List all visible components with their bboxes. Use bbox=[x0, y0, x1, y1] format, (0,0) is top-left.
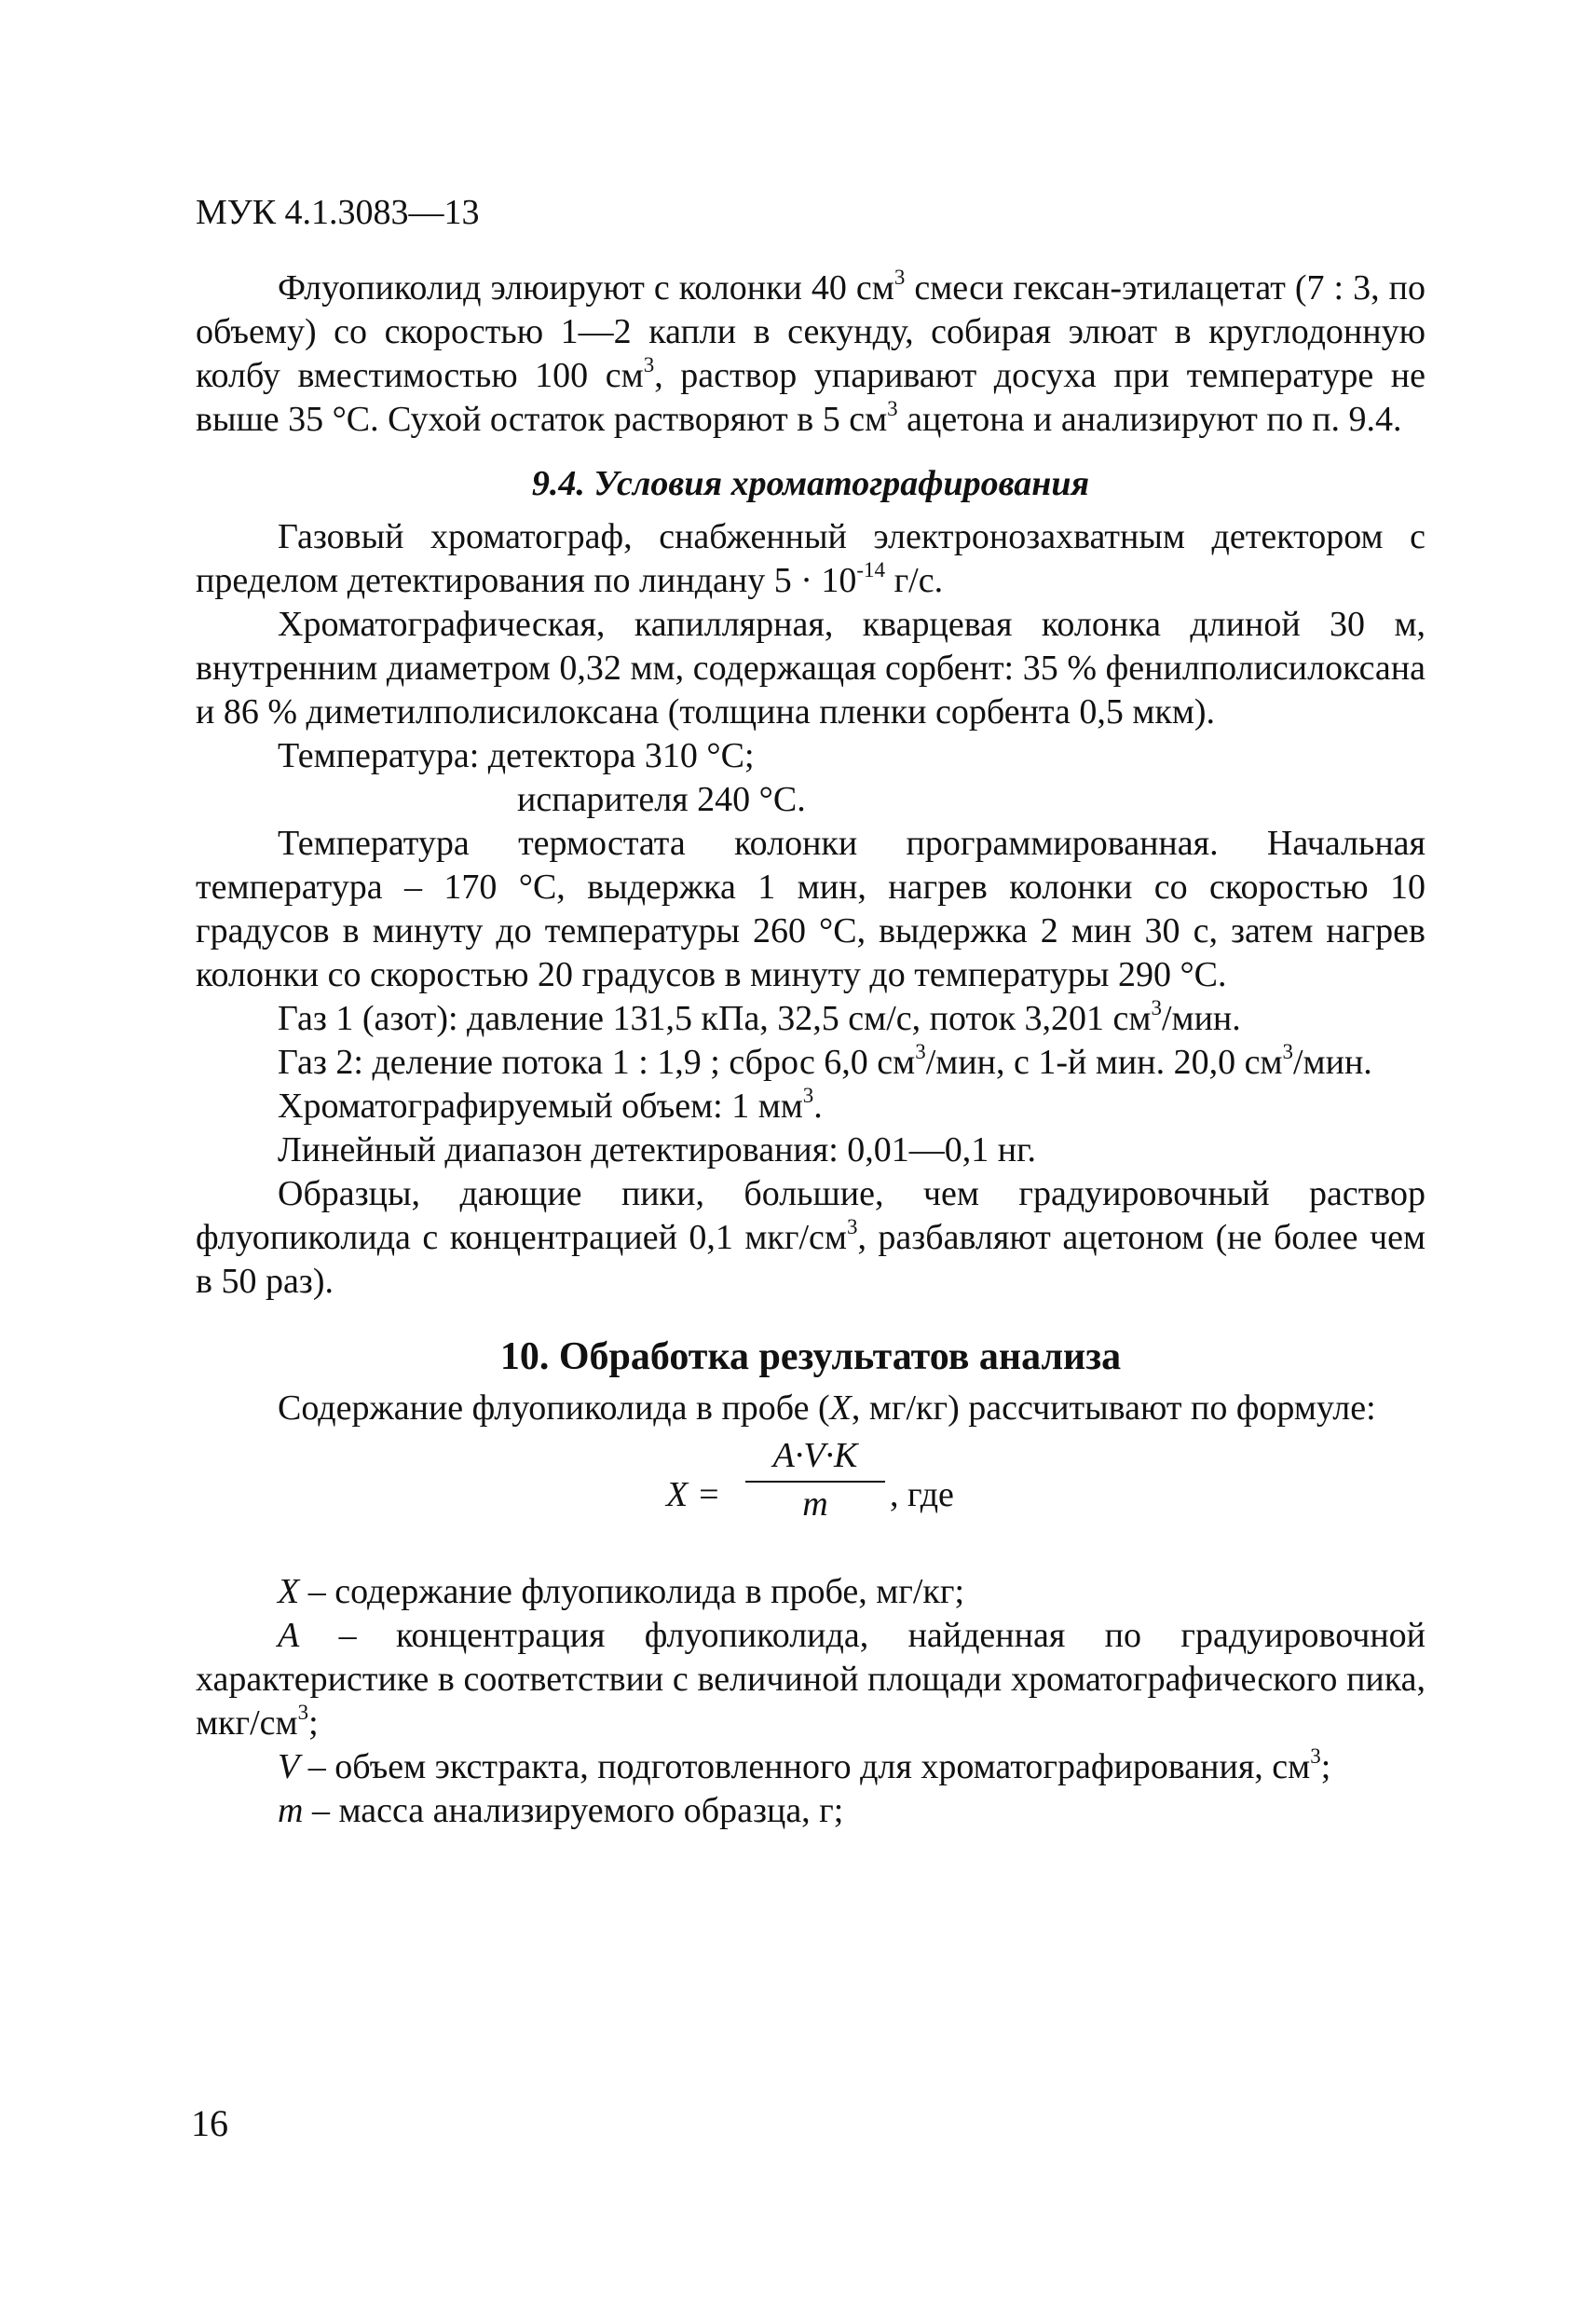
section-heading-9-4: 9.4. Условия хроматографирования bbox=[531, 464, 1090, 503]
formula-numerator: A·V·K bbox=[772, 1436, 858, 1475]
temperature-evaporator: испарителя 240 °С. bbox=[517, 780, 806, 819]
paragraph-gas2: Газ 2: деление потока 1 : 1,9 ; сброс 6,0 $см^3$/мин, с 1-й мин. 20,0 $см^3$/мин. bbox=[278, 1040, 1372, 1082]
page-number: 16 bbox=[191, 2102, 228, 2144]
paragraph-volume: Хроматографируемый объем: 1 $мм^3$. bbox=[278, 1084, 823, 1126]
paragraph-samples: Образцы, дающие пики, большие, чем градуировочный раствор флуопиколида с концентрацией 0,1 мкг/$см^3$, разбавляют ацетоном (не более чем в 50 раз). bbox=[196, 1174, 1425, 1301]
paragraph-content: Содержание флуопиколида в пробе (X, мг/кг) рассчитывают по формуле: bbox=[278, 1388, 1376, 1428]
paragraph-column: Хроматографическая, капиллярная, кварцевая колонка длиной 30 м, внутренним диаметром 0,32 мм, содержащая сорбент: 35 % фенилполисилоксана и 86 % диметилполисилоксана (толщина пленки сорбента 0,5 мкм). bbox=[196, 605, 1425, 732]
document-header: МУК 4.1.3083—13 bbox=[196, 193, 480, 232]
definition-m: m – масса анализируемого образца, г; bbox=[278, 1791, 844, 1830]
paragraph-elution: Флуопиколид элюируют с колонки 40 $см^3$ смеси гексан-этилацетат (7 : 3, по объему) со скоростью 1—2 капли в секунду, собирая элюат в круглодонную колбу вместимостью 100 $см^3$, раствор упаривают досуха при температуре не выше 35 °С. Сухой остаток растворяют в 5 $см^3$ ацетона и анализируют по п. 9.4. bbox=[196, 266, 1425, 439]
formula-denominator: m bbox=[802, 1484, 828, 1524]
paragraph-thermostat: Температура термостата колонки программированная. Начальная температура – 170 °С, выдержка 1 мин, нагрев колонки со скоростью 10 градусов в минуту до температуры 260 °С, выдержка 2 мин 30 с, затем нагрев колонки со скоростью 20 градусов в минуту до температуры 290 °С. bbox=[196, 824, 1425, 994]
formula-where: , где bbox=[890, 1475, 954, 1514]
formula-fraction bbox=[745, 1434, 885, 1526]
formula bbox=[196, 1434, 1425, 1565]
definition-v: V – объем экстракта, подготовленного для хроматографирования, $см^3$; bbox=[278, 1744, 1331, 1786]
paragraph-gas1: Газ 1 (азот): давление 131,5 кПа, 32,5 см/с, поток 3,201 $см^3$/мин. bbox=[278, 996, 1241, 1038]
formula-lhs: X = bbox=[666, 1475, 721, 1514]
temperature-detector: Температура: детектора 310 °С; bbox=[278, 736, 755, 775]
definition-x: X – содержание флуопиколида в пробе, мг/кг; bbox=[278, 1572, 965, 1611]
paragraph-chromatograph: Газовый хроматограф, снабженный электронозахватным детектором с пределом детектирования по линдану $5 \cdot 10^{-14}$ г/с. bbox=[196, 517, 1425, 600]
definition-a: A – концентрация флуопиколида, найденная по градуировочной характеристике в соответствии с величиной площади хроматографического пика, мкг/$см^3$; bbox=[196, 1616, 1425, 1743]
paragraph-linear-range: Линейный диапазон детектирования: 0,01—0,1 нг. bbox=[278, 1130, 1036, 1169]
document-page bbox=[196, 191, 1425, 1833]
section-heading-10: 10. Обработка результатов анализа bbox=[499, 1335, 1122, 1378]
